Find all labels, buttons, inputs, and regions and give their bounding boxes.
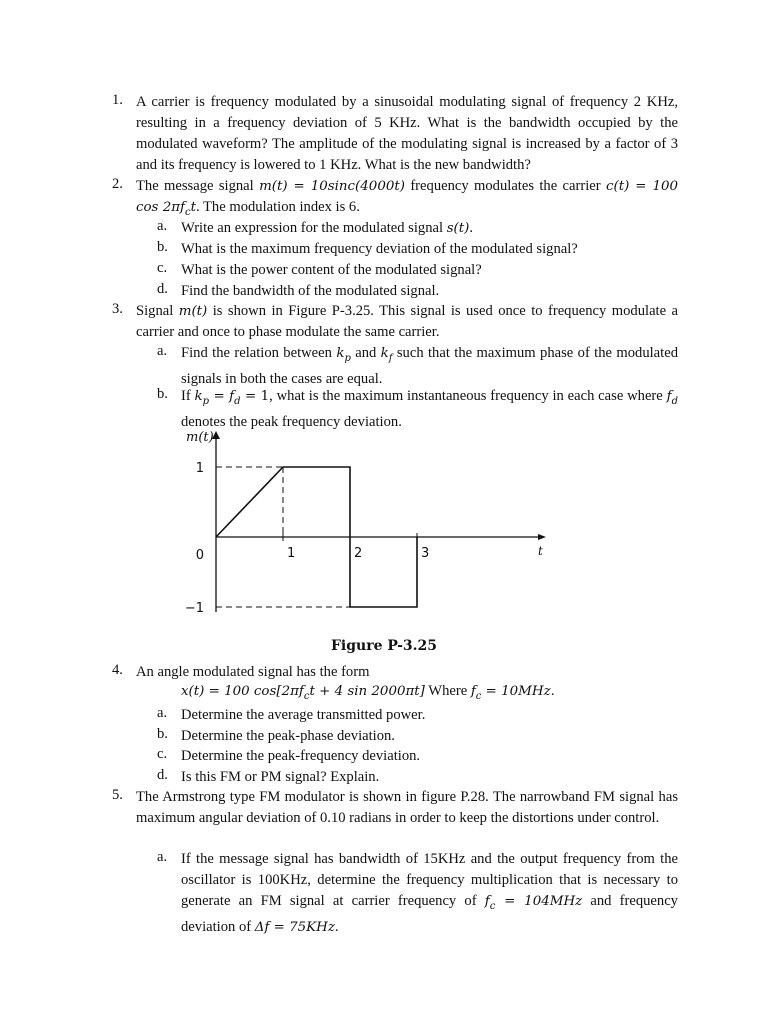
- question-text: The Armstrong type FM modulator is shown in figure P.28. The narrowband FM signal has maximum angular deviation of 0.10 radians in order to keep the distortions under control.: [136, 789, 678, 826]
- figure-p325-chart: [170, 425, 560, 625]
- question-5: [112, 787, 678, 829]
- question-4b: b. Determine the peak-phase deviation.: [157, 726, 395, 744]
- question-number: 2.: [112, 176, 123, 192]
- question-4d: d. Is this FM or PM signal? Explain.: [157, 767, 380, 785]
- question-2c: c. What is the power content of the modulated signal?: [157, 260, 482, 278]
- question-1: [112, 92, 678, 176]
- question-2: [112, 176, 678, 223]
- question-2d: d. Find the bandwidth of the modulated signal.: [157, 281, 440, 299]
- question-4: [112, 662, 678, 683]
- question-2b: b. What is the maximum frequency deviation of the modulated signal?: [157, 239, 578, 257]
- question-4c: c. Determine the peak-frequency deviation.: [157, 746, 421, 764]
- x-tick-label: 1: [287, 546, 296, 561]
- question-3b: b. If $k_p = f_d = 1$, what is the maximum instantaneous frequency in each case where $f_d$ denotes the peak frequency deviation.: [157, 386, 678, 430]
- equation-line: x(t) = 100 $\cos[2\pi f_ct + 4$ sin 2000πt] Where $f_c = 10MHz$.: [181, 683, 555, 702]
- question-text: A carrier is frequency modulated by a sinusoidal modulating signal of frequency 2 KHz, resulting in a frequency deviation of 5 KHz. What is the bandwidth occupied by the modulated waveform? The amplitude of the modulating signal is increased by a factor of 3 and its frequency is lowered to 1 KHz. What is the new bandwidth?: [136, 94, 678, 173]
- figure-caption: Figure P-3.25: [330, 638, 438, 654]
- x-axis-arrow: [538, 534, 546, 540]
- question-5a: a. If the message signal has bandwidth of 15KHz and the output frequency from the oscillator is 100KHz, determine the frequency multiplication that is necessary to generate an FM signal at carrier frequency of $f_c = 104MHz$ and frequency deviation of Δf = 75KHz.: [157, 849, 678, 935]
- x-tick-label: 3: [421, 546, 430, 561]
- y-tick-label: 0: [195, 548, 204, 563]
- question-number: 5.: [112, 787, 123, 803]
- question-4a: a. Determine the average transmitted power.: [157, 705, 426, 723]
- x-axis-label: t: [538, 544, 543, 558]
- x-tick-label: 2: [354, 546, 363, 561]
- question-2a: a. Write an expression for the modulated signal s(t).: [157, 218, 474, 236]
- question-number: 4.: [112, 662, 123, 678]
- question-3a: a. Find the relation between $k_p$ and $k_f$ such that the maximum phase of the modulated signals in both the cases are equal.: [157, 343, 678, 387]
- question-text: Signal m(t) is shown in Figure P-3.25. This signal is used once to frequency modulate a carrier and once to phase modulate the same carrier.: [136, 303, 678, 340]
- y-axis-label: m(t): [186, 430, 214, 445]
- question-number: 1.: [112, 92, 123, 108]
- question-number: 3.: [112, 301, 123, 317]
- y-tick-label: −1: [184, 601, 204, 616]
- y-tick-label: 1: [195, 461, 204, 476]
- question-3: [112, 301, 678, 343]
- question-text: An angle modulated signal has the form: [136, 664, 370, 680]
- question-text: The message signal m(t) = 10sinc(4000t) frequency modulates the carrier c(t) = 100 $\cos 2\pi f_ct$. The modulation index is 6.: [136, 178, 679, 218]
